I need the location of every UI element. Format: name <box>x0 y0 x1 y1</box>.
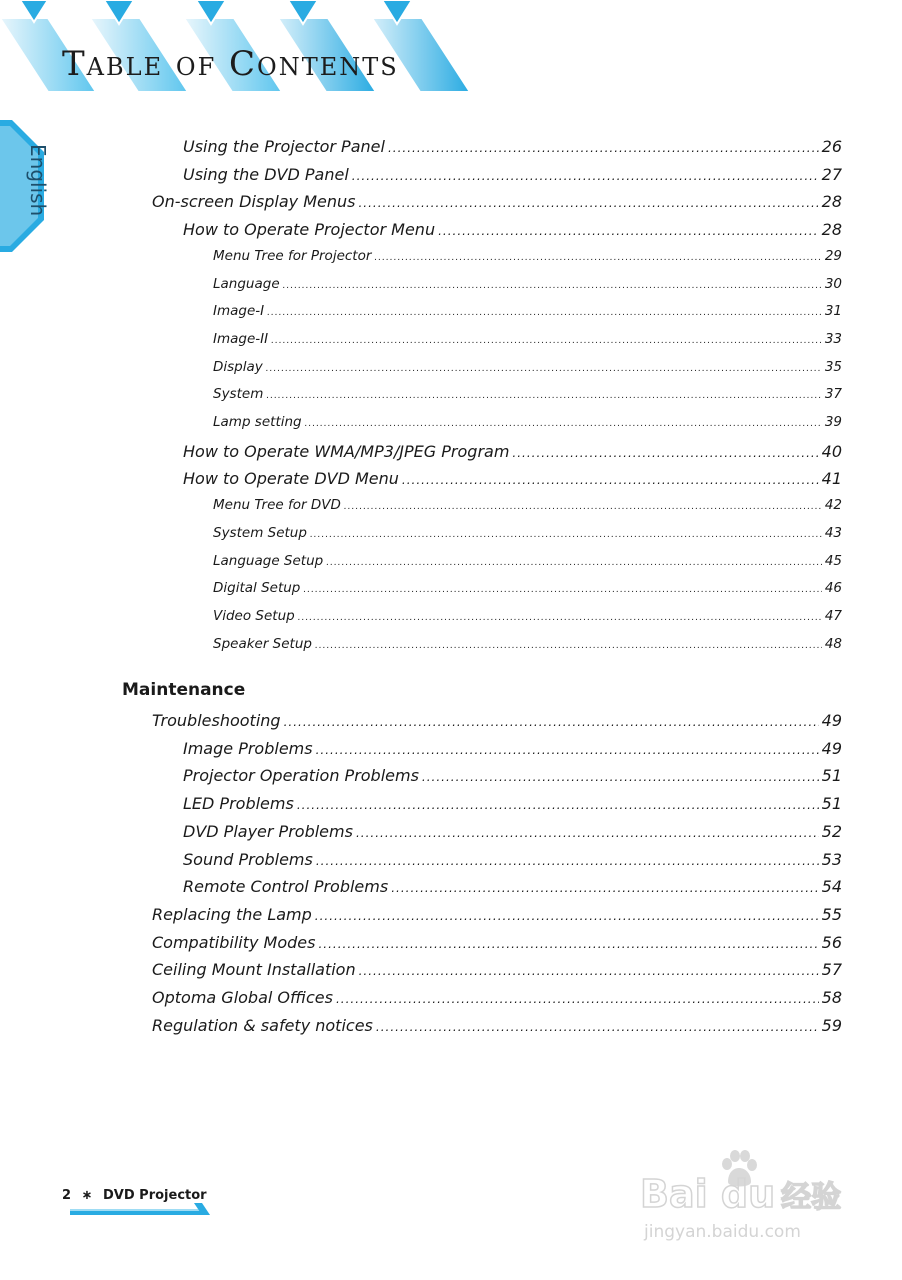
product-name: DVD Projector <box>103 1188 207 1203</box>
toc-entry-page: 49 <box>821 711 842 730</box>
toc-leader-dots <box>315 909 819 923</box>
toc-entry-title: Compatibility Modes <box>152 932 316 952</box>
toc-entry-title: DVD Player Problems <box>183 821 353 841</box>
toc-entry-title: Video Setup <box>213 607 295 624</box>
toc-entry-title: Remote Control Problems <box>183 877 389 897</box>
toc-leader-dots <box>438 224 819 238</box>
toc-entry-title: Digital Setup <box>213 580 301 597</box>
toc-entry[interactable] <box>183 794 842 820</box>
toc-leader-dots <box>344 502 822 512</box>
toc-leader-dots <box>422 770 819 784</box>
toc-leader-dots <box>298 613 822 623</box>
toc-entry-page: 42 <box>824 497 842 514</box>
toc-leader-dots <box>297 798 819 812</box>
toc-entry-page: 51 <box>821 766 842 786</box>
toc-entry-page: 54 <box>821 877 842 897</box>
toc-entry[interactable] <box>152 905 842 931</box>
toc-leader-dots <box>318 937 818 951</box>
toc-entry[interactable] <box>183 220 842 246</box>
toc-entry-title: Speaker Setup <box>213 635 312 652</box>
toc-entry-page: 55 <box>821 904 842 924</box>
toc-leader-dots <box>352 169 819 183</box>
toc-entry[interactable] <box>213 608 842 634</box>
toc-entry-page: 43 <box>824 524 842 541</box>
toc-leader-dots <box>512 446 818 460</box>
toc-entry-title: On-screen Display Menus <box>152 192 356 212</box>
toc-entry[interactable] <box>183 165 842 191</box>
toc-entry-title: Replacing the Lamp <box>152 904 312 924</box>
toc-leader-dots <box>266 364 822 374</box>
toc-leader-dots <box>271 336 822 346</box>
toc-entry-page: 39 <box>824 414 842 430</box>
toc-entry-page: 45 <box>824 552 842 569</box>
toc-entry[interactable] <box>183 766 842 792</box>
language-label: English <box>26 144 50 217</box>
toc-entry-page: 33 <box>824 330 842 347</box>
toc-leader-dots <box>374 253 821 263</box>
toc-entry-title: Menu Tree for Projector <box>213 247 372 264</box>
toc-leader-dots <box>326 558 822 568</box>
toc-entry-title: Regulation & safety notices <box>152 1015 373 1035</box>
toc-entry-page: 57 <box>821 960 842 980</box>
toc-entry-title: Image-II <box>213 330 269 347</box>
toc-leader-dots <box>316 743 819 757</box>
toc-entry[interactable] <box>183 137 842 163</box>
baidu-watermark <box>640 1150 850 1245</box>
toc-entry[interactable] <box>152 1016 842 1042</box>
toc-entry-title: Menu Tree for DVD <box>213 497 341 514</box>
toc-entry-page: 41 <box>821 469 842 489</box>
toc-entry-page: 28 <box>821 220 842 240</box>
toc-leader-dots <box>402 473 819 487</box>
toc-entry-title: Sound Problems <box>183 849 313 869</box>
toc-entry[interactable] <box>213 248 842 274</box>
toc-leader-dots <box>316 854 819 868</box>
toc-entry-page: 47 <box>824 607 842 624</box>
toc-entry-title: Optoma Global Offices <box>152 988 333 1007</box>
toc-entry-page: 28 <box>821 192 842 212</box>
toc-entry-title: System <box>213 386 264 403</box>
toc-leader-dots <box>359 964 819 978</box>
toc-entry[interactable] <box>213 414 842 440</box>
toc-entry-page: 48 <box>824 635 842 652</box>
toc-entry[interactable] <box>213 525 842 551</box>
toc-entry[interactable] <box>213 580 842 606</box>
toc-entry-title: Image-I <box>213 303 265 320</box>
toc-leader-dots <box>315 641 822 651</box>
toc-leader-dots <box>358 196 818 210</box>
toc-entry[interactable] <box>183 877 842 903</box>
toc-entry[interactable] <box>213 331 842 357</box>
toc-entry-page: 27 <box>821 164 842 184</box>
toc-entry[interactable] <box>183 850 842 876</box>
toc-entry[interactable] <box>213 497 842 523</box>
toc-entry-page: 26 <box>821 137 842 156</box>
footer-page-label <box>62 1188 207 1203</box>
toc-entry[interactable] <box>152 960 842 986</box>
toc-entry-title: Using the DVD Panel <box>183 164 349 184</box>
toc-leader-dots <box>303 585 821 595</box>
toc-entry-title: Lamp setting <box>213 414 302 430</box>
toc-entry[interactable] <box>213 303 842 329</box>
toc-entry-page: 29 <box>824 247 842 264</box>
toc-entry[interactable] <box>213 276 842 302</box>
toc-leader-dots <box>376 1020 819 1034</box>
toc-leader-dots <box>266 391 821 401</box>
toc-entry[interactable] <box>183 822 842 848</box>
page-title: Table of Contents <box>62 44 399 84</box>
toc-entry-title: Language Setup <box>213 552 324 569</box>
toc-entry[interactable] <box>152 933 842 959</box>
toc-entry[interactable] <box>152 192 842 218</box>
toc-entry[interactable] <box>183 442 842 468</box>
toc-entry[interactable] <box>152 988 842 1014</box>
toc-entry-title: System Setup <box>213 524 307 541</box>
toc-entry-title: Language <box>213 275 280 292</box>
toc-entry-page: 31 <box>824 303 842 320</box>
toc-entry-title: Troubleshooting <box>152 711 281 730</box>
toc-entry-page: 30 <box>824 275 842 292</box>
toc-leader-dots <box>305 419 822 429</box>
toc-entry-page: 56 <box>821 932 842 952</box>
toc-entry[interactable] <box>183 739 842 765</box>
separator-icon: ∗ <box>81 1188 93 1203</box>
toc-entry-page: 40 <box>821 441 842 461</box>
toc-entry[interactable] <box>213 359 842 385</box>
toc-entry-title: Projector Operation Problems <box>183 766 419 786</box>
watermark-brand: Bai du 经验 <box>640 1172 842 1216</box>
toc-entry-title: Image Problems <box>183 738 313 758</box>
toc-entry-page: 58 <box>821 988 842 1007</box>
toc-leader-dots <box>356 826 819 840</box>
page-number: 2 <box>62 1188 72 1203</box>
toc-leader-dots <box>283 281 822 291</box>
toc-entry[interactable] <box>183 469 842 495</box>
toc-entry-title: LED Problems <box>183 794 294 814</box>
toc-entry[interactable] <box>213 636 842 662</box>
toc-entry-title: Ceiling Mount Installation <box>152 960 356 980</box>
toc-entry[interactable] <box>213 386 842 412</box>
toc-entry-page: 49 <box>821 738 842 758</box>
toc-leader-dots <box>388 141 819 155</box>
toc-leader-dots <box>284 715 819 729</box>
toc-entry-title: How to Operate Projector Menu <box>183 220 436 240</box>
toc-leader-dots <box>310 530 822 540</box>
toc-entry-page: 46 <box>824 580 842 597</box>
toc-entry-page: 52 <box>821 821 842 841</box>
toc-entry-page: 59 <box>821 1015 842 1035</box>
toc-entry-title: How to Operate DVD Menu <box>183 469 399 489</box>
section-heading-maintenance: Maintenance <box>122 680 246 701</box>
toc-entry-page: 37 <box>824 386 842 403</box>
toc-leader-dots <box>336 992 819 1006</box>
toc-entry-title: How to Operate WMA/MP3/JPEG Program <box>183 441 510 461</box>
toc-entry[interactable] <box>213 553 842 579</box>
toc-entry[interactable] <box>152 711 842 737</box>
toc-entry-page: 35 <box>824 358 842 375</box>
toc-entry-page: 51 <box>821 794 842 814</box>
toc-entry-page: 53 <box>821 849 842 869</box>
toc-leader-dots <box>267 308 822 318</box>
footer-accent-line <box>70 1203 210 1215</box>
toc-entry-title: Display <box>213 358 263 375</box>
toc-entry-title: Using the Projector Panel <box>183 137 385 156</box>
toc-leader-dots <box>391 881 818 895</box>
watermark-url: jingyan.baidu.com <box>644 1222 801 1242</box>
